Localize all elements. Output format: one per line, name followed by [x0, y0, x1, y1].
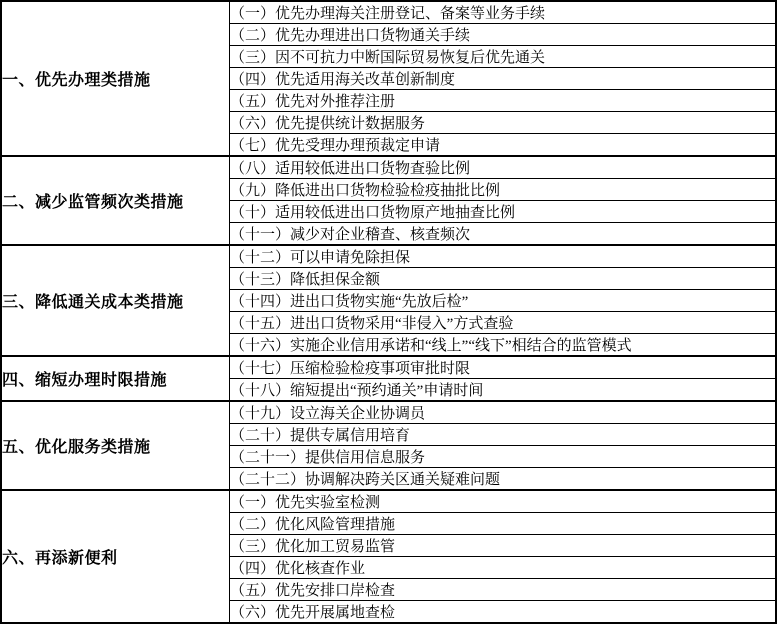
measure-cell: （十二）可以申请免除担保: [230, 245, 777, 268]
table-row: [1, 156, 776, 179]
table-row: [1, 245, 776, 268]
measure-cell: （十五）进出口货物采用“非侵入”方式查验: [230, 312, 777, 334]
measure-cell: （一）优先实验室检测: [230, 490, 777, 513]
measure-cell: （六）优先提供统计数据服务: [230, 112, 777, 134]
measure-cell: （十八）缩短提出“预约通关”申请时间: [230, 379, 777, 402]
measure-cell: （二十二）协调解决跨关区通关疑难问题: [230, 468, 777, 491]
table-row: [1, 356, 776, 379]
table-row: [1, 490, 776, 513]
category-cell-3: 三、降低通关成本类措施: [1, 245, 230, 356]
measure-cell: （十九）设立海关企业协调员: [230, 401, 777, 424]
measure-cell: （一）优先办理海关注册登记、备案等业务手续: [230, 1, 777, 24]
measure-cell: （五）优先对外推荐注册: [230, 90, 777, 112]
measure-cell: （十一）减少对企业稽查、核查频次: [230, 223, 777, 246]
measure-cell: （二十一）提供信用信息服务: [230, 446, 777, 468]
measure-cell: （八）适用较低进出口货物查验比例: [230, 156, 777, 179]
category-cell-4: 四、缩短办理时限措施: [1, 356, 230, 401]
category-cell-2: 二、减少监管频次类措施: [1, 156, 230, 245]
category-cell-6: 六、再添新便利: [1, 490, 230, 623]
measure-cell: （十四）进出口货物实施“先放后检”: [230, 290, 777, 312]
measure-cell: （三）因不可抗力中断国际贸易恢复后优先通关: [230, 46, 777, 68]
category-cell-5: 五、优化服务类措施: [1, 401, 230, 490]
table-row: [1, 1, 776, 24]
measure-cell: （二十）提供专属信用培育: [230, 424, 777, 446]
measure-cell: （六）优先开展属地查检: [230, 601, 777, 624]
measure-cell: （十）适用较低进出口货物原产地抽查比例: [230, 201, 777, 223]
measure-cell: （十七）压缩检验检疫事项审批时限: [230, 356, 777, 379]
measure-cell: （二）优化风险管理措施: [230, 513, 777, 535]
measure-cell: （九）降低进出口货物检验检疫抽批比例: [230, 179, 777, 201]
measure-cell: （二）优先办理进出口货物通关手续: [230, 24, 777, 46]
measure-cell: （七）优先受理办理预裁定申请: [230, 134, 777, 157]
measure-cell: （四）优先适用海关改革创新制度: [230, 68, 777, 90]
table-body: [1, 1, 776, 623]
measure-cell: （五）优先安排口岸检查: [230, 579, 777, 601]
measure-cell: （十六）实施企业信用承诺和“线上”“线下”相结合的监管模式: [230, 334, 777, 357]
table-row: [1, 401, 776, 424]
measure-cell: （三）优化加工贸易监管: [230, 535, 777, 557]
measure-cell: （十三）降低担保金额: [230, 268, 777, 290]
measure-cell: （四）优化核查作业: [230, 557, 777, 579]
category-cell-1: 一、优先办理类措施: [1, 1, 230, 156]
